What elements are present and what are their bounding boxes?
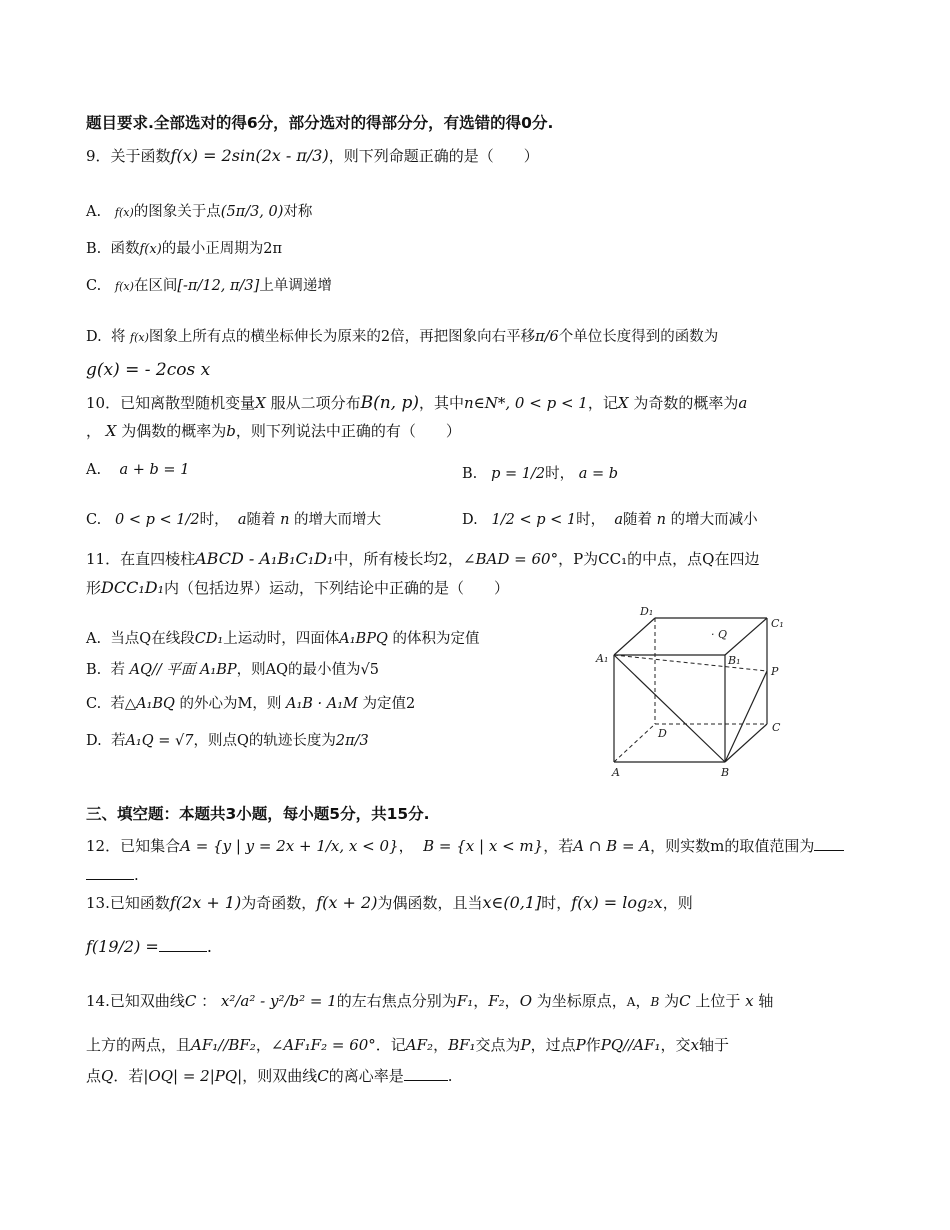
q14-b: B: [650, 995, 660, 1009]
q11-b-expr: AQ// 平面 A₁BP: [129, 662, 237, 678]
q9-option-a: [86, 200, 312, 221]
q10-d-n: n: [656, 512, 666, 528]
q11-a-seg: CD₁: [194, 631, 224, 647]
q14-eq: x²/a² - y²/b² = 1: [220, 992, 337, 1010]
q14-par: AF₁//BF₂: [191, 1036, 256, 1054]
q9-stem-post: ，则下列命题正确的是（ ）: [328, 147, 539, 165]
q13-ask-expr: f(19/2) =: [86, 937, 159, 956]
q14-l2b: ．记: [375, 1036, 406, 1054]
q14-c3: C: [317, 1067, 329, 1085]
q14-t6: 轴: [758, 992, 774, 1010]
q11-d-val: 2π/3: [335, 733, 369, 749]
question-13: [86, 893, 693, 913]
q11-c-dot: A₁B · A₁M: [285, 696, 358, 712]
q14-l2c: 交点为: [475, 1036, 521, 1054]
question-12: [86, 836, 844, 856]
section-3-header: 三、填空题：本题共3小题，每小题5分，共15分.: [86, 805, 430, 823]
q12-blank-cont: .: [86, 865, 139, 885]
q14-p2: P: [575, 1036, 586, 1054]
q9-b-t1: 函数: [110, 241, 140, 257]
q12-t3: ，若: [543, 837, 574, 855]
q11-stem4: 形: [86, 579, 102, 597]
q14-blank[interactable]: [404, 1080, 448, 1081]
q12-t4: ，则实数m的取值范围为: [650, 837, 815, 855]
q14-f1: F₁: [456, 992, 474, 1010]
q14-l2e: 作: [585, 1036, 601, 1054]
q12-set-a: A = {y | y = 2x + 1/x, x < 0}: [180, 837, 399, 855]
q11-option-c: [86, 692, 415, 713]
label-d: D: [658, 727, 667, 740]
q13-dom: x∈(0,1]: [482, 893, 542, 912]
q14-c2: C: [679, 992, 691, 1010]
q14-x: x: [745, 992, 754, 1010]
q11-face: DCC₁D₁: [101, 578, 164, 597]
q14-q: Q: [101, 1067, 114, 1085]
q13-f3: f(x) = log₂x: [571, 893, 663, 912]
q10-c-t2: 随着: [246, 512, 276, 528]
q10-c-expr: 0 < p < 1/2: [115, 512, 200, 528]
q13-f2: f(x + 2): [316, 893, 378, 912]
q14-l2d: ，过点: [530, 1036, 576, 1054]
q10-d-t2: 随着: [623, 512, 653, 528]
q9-a-label: A.: [86, 204, 102, 220]
q9-d-g: g(x) = - 2cos x: [86, 360, 211, 380]
q11-b-t1: 若: [110, 662, 125, 678]
q11-d-label: D.: [86, 733, 102, 749]
q14-x2: x: [690, 1036, 700, 1054]
q12-t2: ，: [398, 837, 414, 855]
q14-l2f: ，交: [660, 1036, 691, 1054]
q10-stem3: ，其中: [418, 394, 464, 412]
q11-b-t2: ，则AQ的最小值为: [236, 662, 361, 678]
q10-a-label: A.: [86, 462, 102, 478]
q14-c: C: [184, 992, 197, 1010]
q11-option-b: [86, 658, 379, 679]
q9-d-t0: 将: [110, 329, 126, 345]
q10-stem7: ，则下列说法中正确的有（ ）: [235, 422, 461, 440]
q10-d-t3: 的增大而减小: [670, 512, 758, 528]
q14-o: O: [519, 992, 532, 1010]
q10-x2: X: [617, 394, 629, 412]
hidden-edge-a-d: [614, 724, 655, 762]
q9-a-t2: 对称: [283, 204, 313, 220]
q13-blank[interactable]: [159, 951, 207, 952]
q9-c-interval: [-π/12, π/3]: [177, 278, 260, 294]
q11-stem5: 内（包括边界）运动，下列结论中正确的是（ ）: [163, 579, 509, 597]
q14-t4: 为: [664, 992, 680, 1010]
question-11-stem: [86, 549, 759, 569]
q9-b-t2: 的最小正周期为: [161, 241, 264, 257]
q14-p: P: [520, 1036, 531, 1054]
q9-d-result: [86, 360, 210, 380]
q11-a-label: A.: [86, 631, 102, 647]
q14-rel: |OQ| = 2|PQ|: [143, 1067, 243, 1085]
q14-l2a: 上方的两点，且: [86, 1036, 192, 1054]
q11-a-tet: A₁BPQ: [339, 631, 388, 647]
q9-d-t2: 个单位长度得到的函数为: [558, 329, 719, 345]
q10-stem4: ，记: [587, 394, 618, 412]
q14-t5: 上位于: [695, 992, 741, 1010]
q9-option-b: [86, 237, 282, 258]
q11-b-val: √5: [360, 662, 379, 678]
edge-a1-d1: [614, 618, 655, 655]
edge-b-c: [725, 724, 767, 762]
q9-b-value: 2π: [263, 241, 283, 257]
q10-stem6: 为偶数的概率为: [121, 422, 227, 440]
q13-t2: 为奇函数，: [241, 894, 317, 912]
q14-af2: AF₂: [405, 1036, 434, 1054]
q11-prism: ABCD - A₁B₁C₁D₁: [195, 549, 334, 568]
q9-formula: f(x) = 2sin(2x - π/3): [170, 146, 329, 165]
hidden-segment-a1-p: [614, 655, 767, 671]
q10-stem2: 服从二项分布: [270, 394, 361, 412]
label-a1: A₁: [596, 652, 609, 665]
q11-angle: ∠BAD = 60°: [462, 550, 559, 568]
q9-c-f: f(x): [115, 280, 134, 293]
q10-b-label: B.: [462, 466, 478, 482]
q14-t2: 的左右焦点分别为: [336, 992, 457, 1010]
label-p: P: [771, 665, 779, 678]
q11-c-t2: 的外心为M，则: [179, 696, 282, 712]
label-b: B: [721, 766, 730, 779]
q12-t1: 12．已知集合: [86, 837, 181, 855]
label-q: · Q: [711, 628, 728, 641]
label-a: A: [612, 766, 620, 779]
q13-t5: ，则: [662, 894, 693, 912]
question-14-line3: 点Q．若|OQ| = 2|PQ|，则双曲线C的离心率是 .: [86, 1067, 453, 1085]
q13-t3: 为偶函数，且当: [377, 894, 483, 912]
q10-d-t1: 时，: [576, 512, 606, 528]
q10-c-label: C.: [86, 512, 102, 528]
q9-stem-pre: 9．关于函数: [86, 147, 171, 165]
question-10-stem-2: [86, 421, 461, 441]
q14-bf1: BF₁: [448, 1036, 476, 1054]
q9-d-t1: 图象上所有点的横坐标伸长为原来的2倍，再把图象向右平移: [148, 329, 536, 345]
q9-a-point: (5π/3, 0): [220, 204, 284, 220]
q10-option-b: [462, 462, 618, 483]
q10-b-t: 时，: [545, 466, 575, 482]
q13-ask: f(19/2) = .: [86, 937, 212, 956]
q10-option-a: [86, 462, 189, 478]
q11-c-label: C.: [86, 696, 102, 712]
q9-a-f: f(x): [114, 206, 134, 219]
q14-l3a: 点: [86, 1067, 102, 1085]
q10-c-t1: 时，: [199, 512, 229, 528]
q11-d-expr: A₁Q = √7: [125, 733, 194, 749]
q10-a: a: [738, 394, 748, 412]
edge-c1-b1: [725, 618, 767, 655]
q10-c-n: n: [280, 512, 290, 528]
q9-c-label: C.: [86, 278, 102, 294]
q10-stem5: 为奇数的概率为: [633, 394, 739, 412]
q11-stem1: 11．在直四棱柱: [86, 550, 196, 568]
q13-t1: 13.已知函数: [86, 894, 170, 912]
q11-stem3: ，P为CC₁的中点，点Q在四边: [558, 550, 760, 568]
q11-option-d: [86, 729, 369, 750]
q9-option-c: [86, 274, 332, 295]
q14-a: A: [626, 995, 636, 1009]
q11-a-t2: 上运动时，四面体: [223, 631, 340, 647]
q9-b-f: f(x): [139, 242, 162, 257]
q12-cond: A ∩ B = A: [573, 837, 651, 855]
q14-t1: 14.已知双曲线: [86, 992, 185, 1010]
question-9-stem: [86, 146, 539, 166]
q11-stem2: 中，所有棱长均2，: [333, 550, 463, 568]
q13-t4: 时，: [541, 894, 572, 912]
q11-d-t2: ，则点Q的轨迹长度为: [193, 733, 336, 749]
q10-a-expr: a + b = 1: [119, 462, 190, 478]
question-14-line2: 上方的两点，且AF₁//BF₂，∠AF₁F₂ = 60°．记AF₂，BF₁交点为P，过点P作PQ//AF₁，交x轴于: [86, 1036, 730, 1054]
q10-dist: B(n, p): [360, 393, 419, 413]
q11-c-t1: 若△: [110, 696, 137, 712]
q9-d-f: f(x): [130, 331, 149, 344]
question-11-stem-2: [86, 578, 509, 598]
section-2-instructions: 题目要求.全部选对的得6分，部分选对的得部分分，有选错的得0分.: [86, 114, 554, 132]
q14-l3b: ．若: [113, 1067, 144, 1085]
q10-option-c: [86, 508, 381, 529]
q12-blank[interactable]: [814, 850, 844, 851]
q10-cond: n∈N*, 0 < p < 1: [464, 394, 588, 412]
q10-d-a: a: [614, 512, 624, 528]
segment-b-p: [725, 671, 767, 762]
q14-l3d: 的离心率是: [328, 1067, 404, 1085]
q11-option-a: [86, 627, 479, 648]
q10-b-expr2: a = b: [578, 466, 618, 482]
q14-l3c: ，则双曲线: [242, 1067, 318, 1085]
q9-d-label: D.: [86, 329, 102, 345]
q10-d-label: D.: [462, 512, 478, 528]
q14-f2: F₂: [488, 992, 505, 1010]
q10-c-a: a: [237, 512, 247, 528]
q11-b-label: B.: [86, 662, 102, 678]
q9-d-fraction: π/6: [535, 329, 559, 345]
q10-stem1: 10．已知离散型随机变量: [86, 394, 256, 412]
q14-t3: 为坐标原点，: [536, 992, 627, 1010]
q13-f1: f(2x + 1): [169, 893, 242, 912]
label-c1: C₁: [771, 617, 784, 630]
q10-line2-pre: ，: [86, 422, 102, 440]
q10-option-d: [462, 508, 758, 529]
q9-option-d: [86, 325, 718, 346]
q10-b: b: [226, 422, 236, 440]
q10-x1: X: [255, 394, 266, 412]
q9-b-label: B.: [86, 241, 102, 257]
q10-c-t3: 的增大而增大: [294, 512, 382, 528]
q12-blank-2[interactable]: [86, 879, 134, 880]
q10-b-expr: p = 1/2: [491, 466, 546, 482]
q14-ang: ∠AF₁F₂ = 60°: [270, 1036, 376, 1054]
q11-a-t1: 当点Q在线段: [110, 631, 195, 647]
q12-set-b: B = {x | x < m}: [423, 837, 544, 855]
label-d1: D₁: [640, 605, 654, 618]
q14-par2: PQ//AF₁: [600, 1036, 661, 1054]
q9-c-t2: 上单调递增: [259, 278, 332, 294]
q10-x3: X: [105, 422, 117, 440]
question-10-stem: [86, 393, 747, 413]
prism-figure: [590, 600, 800, 785]
q11-a-t3: 的体积为定值: [392, 631, 480, 647]
q11-c-t3: 为定值2: [362, 696, 416, 712]
q14-l2g: 轴于: [699, 1036, 730, 1054]
q10-d-expr: 1/2 < p < 1: [491, 512, 577, 528]
q11-c-tri: A₁BQ: [136, 696, 175, 712]
q11-d-t1: 若: [110, 733, 126, 749]
label-c: C: [772, 721, 781, 734]
question-14-line1: 14.已知双曲线C ： x²/a² - y²/b² = 1的左右焦点分别为F₁，F₂，O 为坐标原点，A，B 为C 上位于 x 轴: [86, 992, 774, 1010]
label-b1: B₁: [728, 654, 741, 667]
q9-c-t1: 在区间: [133, 278, 178, 294]
q9-a-t1: 的图象关于点: [133, 204, 221, 220]
